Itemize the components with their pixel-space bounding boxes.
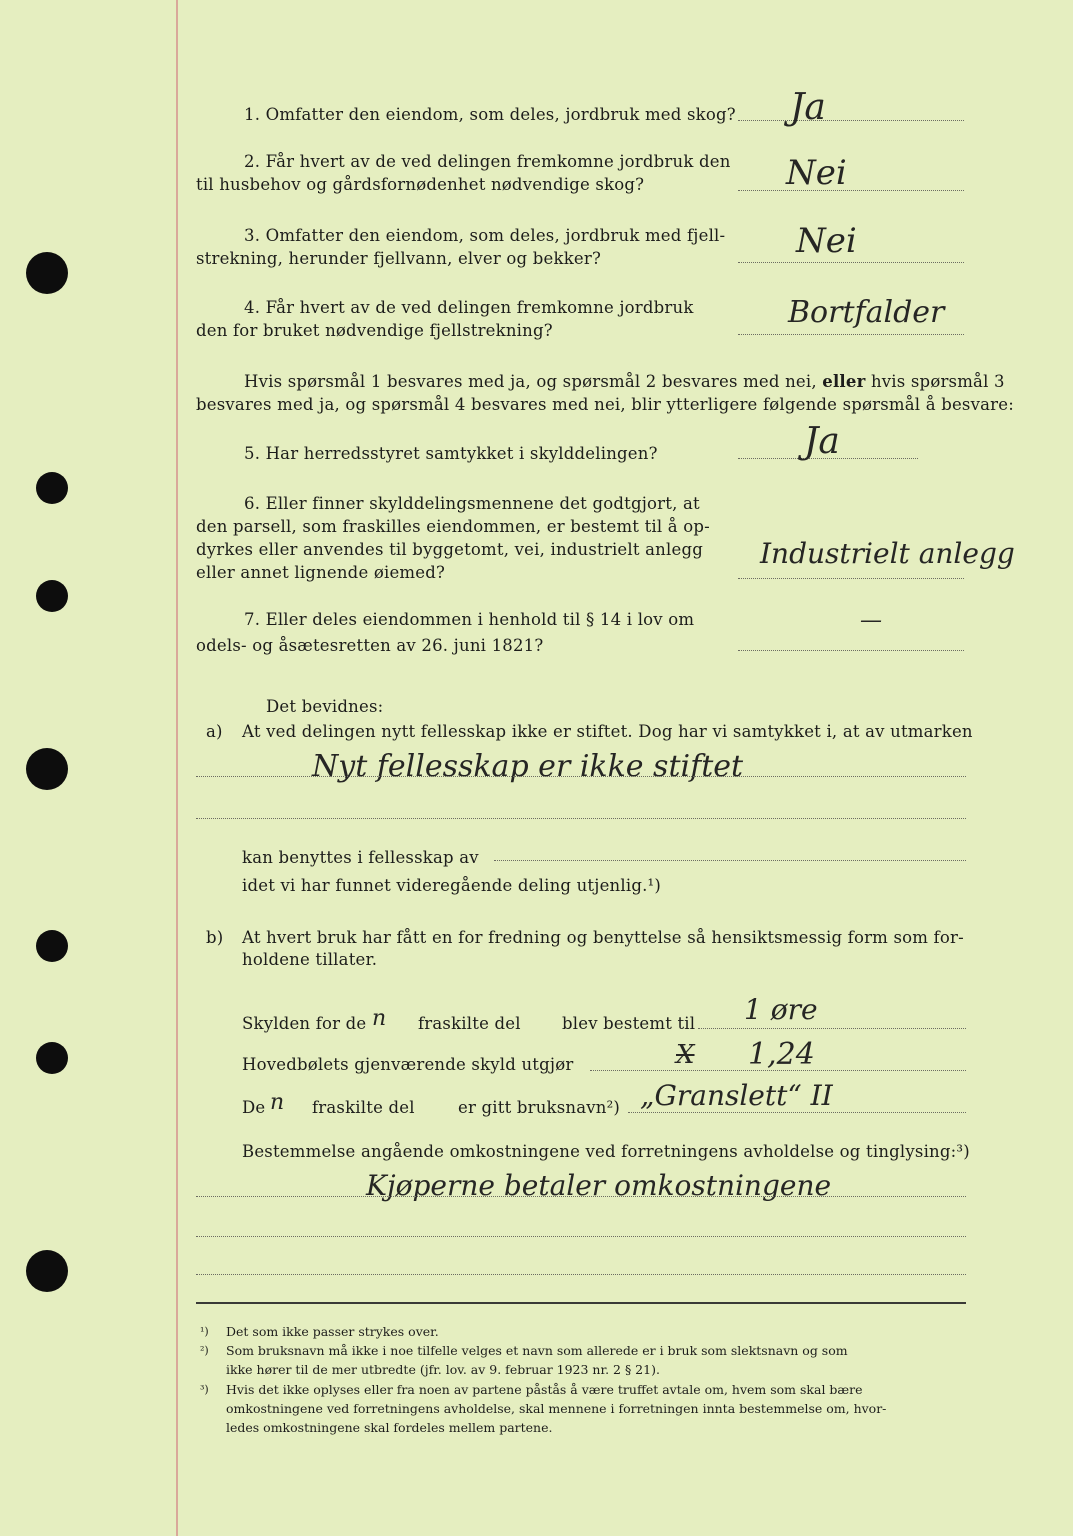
question-6-line-2: den parsell, som fraskilles eiendommen, er bestemt til å op-: [196, 517, 710, 536]
answer-5: Ja: [804, 421, 840, 462]
binder-hole: [36, 930, 68, 962]
question-3-line-1: 3. Omfatter den eiendom, som deles, jordbruk med fjell-: [244, 226, 726, 245]
navn-hand-n: n: [270, 1090, 285, 1115]
margin-line: [176, 0, 178, 1536]
answer-line: [738, 650, 964, 651]
footnote-1-line-1: Det som ikke passer strykes over.: [226, 1324, 439, 1339]
fill-line: [196, 1196, 966, 1197]
footnote-3-line-1: Hvis det ikke oplyses eller fra noen av partene påstås å være truffet avtale om, hvem som skal bære: [226, 1382, 863, 1397]
question-3-line-2: strekning, herunder fjellvann, elver og bekker?: [196, 249, 601, 268]
navn-label-end: er gitt bruksnavn²): [458, 1098, 621, 1117]
conditional-paragraph-line-1: Hvis spørsmål 1 besvares med ja, og spørsmål 2 besvares med nei, eller hvis spørsmål 3: [244, 372, 1005, 391]
costs-value: Kjøperne betaler omkostningene: [366, 1169, 832, 1202]
item-a-line-2: kan benyttes i fellesskap av: [242, 848, 479, 867]
fill-line: [628, 1112, 966, 1113]
footnote-2-number: ²): [200, 1344, 209, 1357]
answer-1: Ja: [790, 87, 826, 128]
fill-line: [196, 1274, 966, 1275]
question-6-line-3: dyrkes eller anvendes til byggetomt, vei, industrielt anlegg: [196, 540, 703, 559]
navn-value: „Granslett“ II: [640, 1079, 833, 1112]
question-4-line-1: 4. Får hvert av de ved delingen fremkomne jordbruk: [244, 298, 694, 317]
skyld-value: 1 øre: [744, 993, 818, 1026]
fill-line: [494, 860, 966, 861]
question-2-line-1: 2. Får hvert av de ved delingen fremkomne jordbruk den: [244, 152, 731, 171]
fill-line: [196, 1236, 966, 1237]
item-a-line-3: idet vi har funnet videregående deling utjenlig.¹): [242, 876, 661, 895]
footnote-3-line-3: ledes omkostningene skal fordeles mellem partene.: [226, 1420, 553, 1435]
item-b-line-1: At hvert bruk har fått en for fredning og benyttelse så hensiktsmessig form som for-: [242, 928, 964, 947]
conditional-paragraph-line-2: besvares med ja, og spørsmål 4 besvares med nei, blir ytterligere følgende spørsmål å besvare:: [196, 395, 1014, 414]
footnote-separator: [196, 1302, 966, 1304]
fill-line: [196, 818, 966, 819]
hoved-crossed-out: X: [676, 1040, 695, 1070]
skyld-label-start: Skylden for de: [242, 1014, 367, 1033]
footnote-2-line-1: Som bruksnavn må ikke i noe tilfelle velges et navn som allerede er i bruk som slektsnavn og som: [226, 1343, 848, 1358]
footnote-3-line-2: omkostningene ved forretningens avholdelse, skal mennene i forretningen innta bestemmelse om, hvor-: [226, 1401, 887, 1416]
question-5: 5. Har herredsstyret samtykket i skylddelingen?: [244, 444, 658, 463]
skyld-hand-n: n: [372, 1006, 387, 1031]
binder-hole: [26, 748, 68, 790]
fill-line: [698, 1028, 966, 1029]
navn-label-start: De: [242, 1098, 266, 1117]
answer-6: Industrielt anlegg: [760, 537, 1015, 570]
footnote-2-line-2: ikke hører til de mer utbredte (jfr. lov. av 9. februar 1923 nr. 2 § 21).: [226, 1362, 660, 1377]
certification-heading: Det bevidnes:: [266, 697, 384, 716]
question-4-line-2: den for bruket nødvendige fjellstrekning?: [196, 321, 553, 340]
skyld-label-end: blev bestemt til: [562, 1014, 696, 1033]
answer-line: [738, 190, 964, 191]
answer-4: Bortfalder: [788, 295, 945, 330]
question-7-line-1: 7. Eller deles eiendommen i henhold til § 14 i lov om: [244, 610, 695, 629]
question-1: 1. Omfatter den eiendom, som deles, jordbruk med skog?: [244, 105, 736, 124]
item-a-handwritten: Nyt fellesskap er ikke stiftet: [312, 749, 744, 784]
skyld-label-mid: fraskilte del: [418, 1014, 521, 1033]
answer-line: [738, 262, 964, 263]
item-a-text: At ved delingen nytt fellesskap ikke er stiftet. Dog har vi samtykket i, at av utmarken: [242, 722, 973, 741]
answer-2: Nei: [786, 153, 847, 193]
hoved-label: Hovedbølets gjenværende skyld utgjør: [242, 1055, 574, 1074]
answer-line: [738, 334, 964, 335]
answer-line: [738, 120, 964, 121]
footnote-3-number: ³): [200, 1383, 209, 1396]
question-7-line-2: odels- og åsætesretten av 26. juni 1821?: [196, 636, 544, 655]
fill-line: [196, 776, 966, 777]
costs-label: Bestemmelse angående omkostningene ved forretningens avholdelse og tinglysing:³): [242, 1142, 970, 1161]
item-b-label: b): [206, 928, 224, 947]
binder-hole: [26, 252, 68, 294]
binder-hole: [36, 472, 68, 504]
binder-hole: [26, 1250, 68, 1292]
binder-hole: [36, 1042, 68, 1074]
answer-line: [738, 578, 964, 579]
hoved-value: 1,24: [748, 1037, 815, 1072]
footnote-1-number: ¹): [200, 1325, 209, 1338]
answer-3: Nei: [796, 221, 857, 261]
question-6-line-1: 6. Eller finner skylddelingsmennene det godtgjort, at: [244, 494, 700, 513]
binder-hole: [36, 580, 68, 612]
answer-7: —: [860, 608, 882, 633]
question-2-line-2: til husbehov og gårdsfornødenhet nødvendige skog?: [196, 175, 645, 194]
question-6-line-4: eller annet lignende øiemed?: [196, 563, 446, 582]
item-a-label: a): [206, 722, 223, 741]
item-b-line-2: holdene tillater.: [242, 950, 378, 969]
navn-label-mid: fraskilte del: [312, 1098, 415, 1117]
